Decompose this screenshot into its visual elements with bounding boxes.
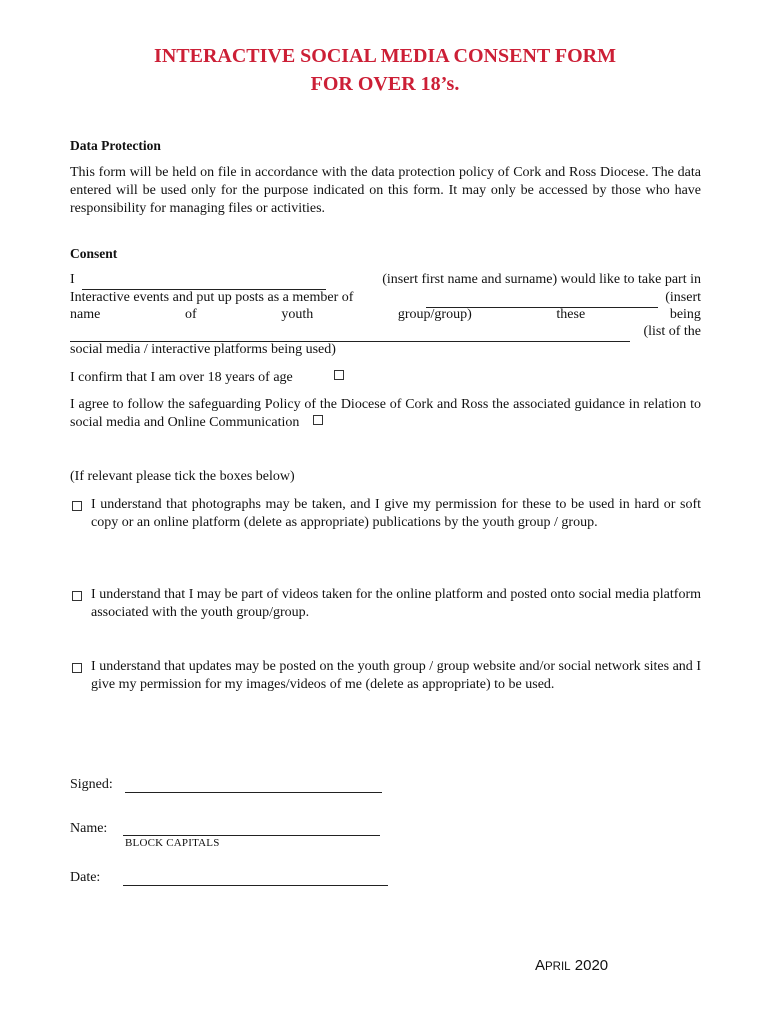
full-name-blank[interactable] [82,271,326,290]
photo-consent-item [70,496,701,532]
form-title-line1: INTERACTIVE SOCIAL MEDIA CONSENT FORM [154,45,616,67]
footer-year: 2020 [574,957,609,974]
consent-line1-suffix: (insert first name and surname) would like to take part in [382,272,701,287]
footer-month-initial: A [535,957,546,974]
name-field[interactable] [123,835,380,836]
platforms-blank[interactable] [70,323,630,342]
consent-line3-word: of [184,307,197,322]
consent-heading: Consent [70,246,118,261]
data-protection-text: This form will be held on file in accordance with the data protection policy of Cork and Ross Diocese. The data entered will be used only for the purpose indicated on this form. It may only be accessed by those who have responsibility for managing files or activities. [70,165,701,216]
consent-line4-suffix: (list of the [643,324,701,339]
form-title-line2: FOR OVER 18’s. [310,73,460,95]
safeguarding-text: I agree to follow the safeguarding Policy of the Diocese of Cork and Ross the associated guidance in relation to social media and Online Communication [70,397,701,430]
consent-line3-word: being [669,307,701,322]
data-protection-heading: Data Protection [70,138,161,153]
consent-line3-word: group/group) [397,307,472,322]
date-field[interactable] [123,885,388,886]
optional-intro: (If relevant please tick the boxes below) [70,469,295,484]
signature-field[interactable] [125,792,382,793]
consent-line1-prefix: I [70,272,75,287]
consent-line2-suffix: (insert [665,290,701,305]
photo-consent-text: I understand that photographs may be taken, and I give my permission for these to be used in hard or soft copy or an online platform (delete as appropriate) publications by the youth group / group. [91,497,701,530]
photo-consent-checkbox[interactable] [72,501,82,511]
updates-consent-text: I understand that updates may be posted on the youth group / group website and/or social network sites and I give my permission for my images/videos of me (delete as appropriate) to be used. [91,659,701,692]
age-confirm-checkbox[interactable] [334,370,344,380]
video-consent-text: I understand that I may be part of videos taken for the online platform and posted onto social media platform associated with the youth group/group. [91,587,701,620]
consent-line-3 [70,306,701,324]
consent-line-4 [70,323,701,342]
name-label: Name: [70,821,108,836]
block-capitals-caption: BLOCK CAPITALS [125,837,220,849]
age-confirm-text: I confirm that I am over 18 years of age [70,370,293,385]
footer-month-rest: PRIL [545,961,571,973]
footer-date [535,957,608,974]
age-confirm-row [70,369,346,387]
updates-consent-item [70,658,701,694]
consent-line3-word: these [556,307,586,322]
updates-consent-checkbox[interactable] [72,663,82,673]
consent-line3-word: name [70,307,101,322]
consent-line-1 [70,271,701,290]
video-consent-item [70,586,701,622]
video-consent-checkbox[interactable] [72,591,82,601]
consent-line2-prefix: Interactive events and put up posts as a member of [70,290,354,305]
safeguarding-checkbox[interactable] [313,415,323,425]
consent-line3-word: youth [281,307,314,322]
date-label: Date: [70,870,101,885]
consent-line-5: social media / interactive platforms being used) [70,342,336,357]
safeguarding-row [70,396,701,432]
signed-label: Signed: [70,777,113,792]
